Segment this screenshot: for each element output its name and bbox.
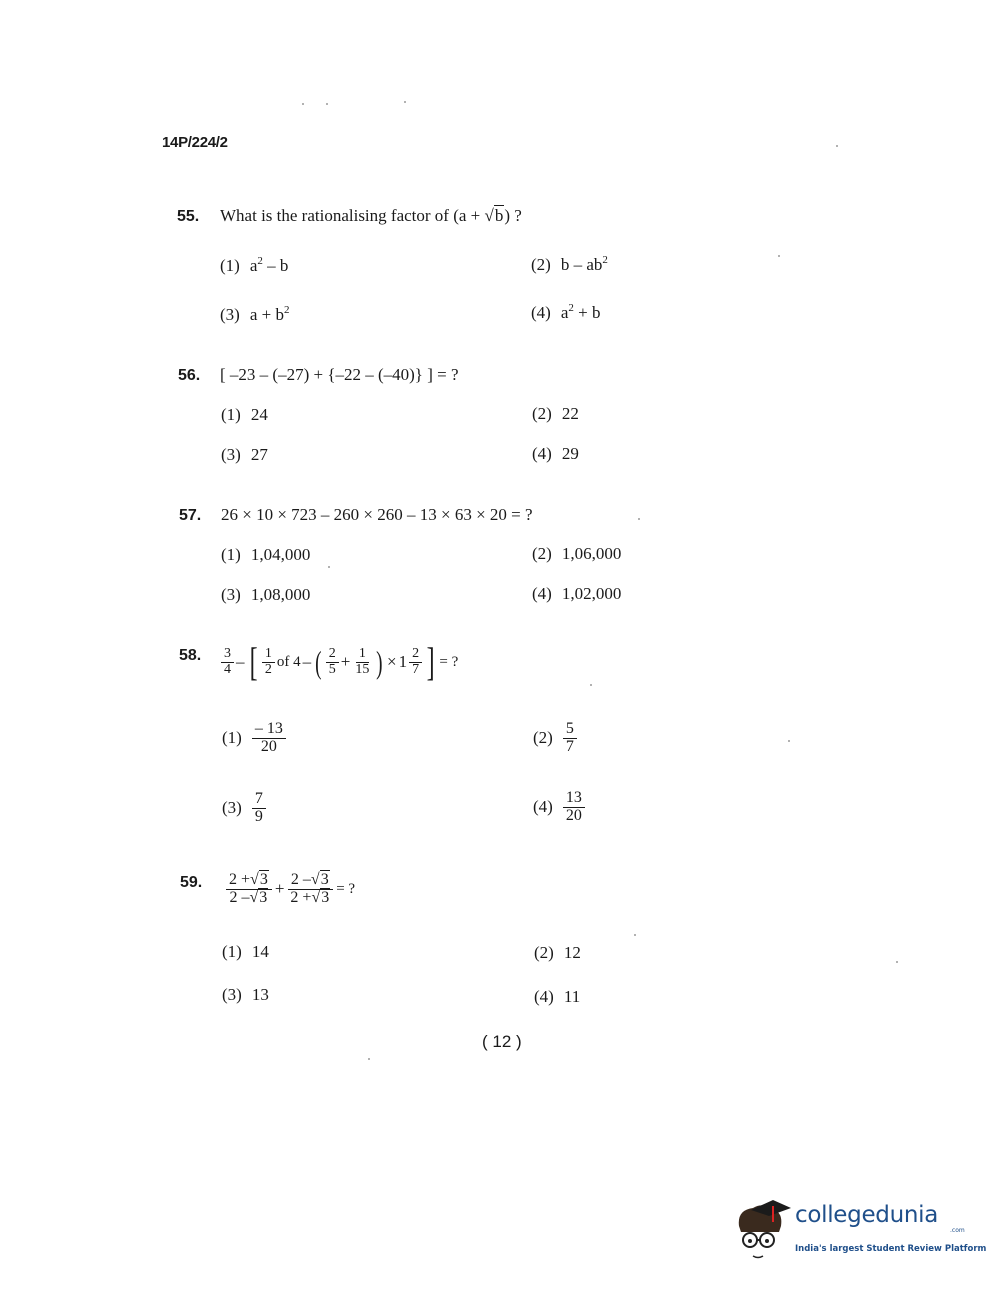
scan-speck (368, 1058, 370, 1060)
fraction: $\frac{7}{9}$ (252, 791, 266, 826)
question-56-option-1[interactable]: (1) 24 (221, 405, 268, 424)
fraction: $\frac{3}{4}$ (221, 647, 234, 677)
question-58-option-2[interactable]: (2) $\frac{5}{7}$ (533, 721, 577, 756)
question-57-number: 57. (179, 507, 202, 524)
fraction: $\frac{2 -√3}{2 +√3}$ (287, 872, 333, 907)
scan-speck (778, 255, 780, 257)
question-55-option-1[interactable]: (1) $a^2$ – b (220, 255, 289, 275)
question-58-number: 58. (179, 647, 202, 664)
scan-speck (326, 103, 328, 105)
fraction: $\frac{1}{2}$ (262, 647, 275, 677)
fraction: $\frac{- 13}{20}$ (252, 721, 286, 756)
question-58-stem: $\frac{3}{4}$ – [ $\frac{1}{2}$ of 4 – ( $\frac{2}{5}$ + $\frac{1}{15}$ ) × 1 $\frac{2}{7}$ ] = ? (221, 642, 458, 682)
logo-domain: .com (950, 1227, 965, 1234)
question-58-option-3[interactable]: (3) $\frac{7}{9}$ (222, 791, 266, 826)
page-number: ( 12 ) (482, 1032, 522, 1051)
question-57-option-1[interactable]: (1) 1,04,000 (221, 545, 311, 564)
question-59-option-2[interactable]: (2) 12 (534, 943, 581, 962)
student-mascot-icon (733, 1196, 795, 1266)
question-57-option-3[interactable]: (3) 1,08,000 (221, 585, 311, 604)
question-55-option-2[interactable]: (2) b – $ab^2$ (531, 254, 608, 274)
question-55-option-3[interactable]: (3) $a + b^2$ (220, 304, 290, 324)
question-59-option-1[interactable]: (1) 14 (222, 942, 269, 961)
question-59-stem: $\frac{2 +√3}{2 -√3}$ + $\frac{2 -√3}{2 +√3}$ = ? (226, 872, 355, 907)
question-59-number: 59. (180, 874, 203, 891)
scan-speck (836, 145, 838, 147)
logo-wordmark: collegedunia (795, 1202, 939, 1228)
fraction: $\frac{1}{15}$ (355, 645, 370, 677)
question-56-stem: [ –23 – (–27) + {–22 – (–40)} ] = ? (220, 365, 459, 384)
question-57-option-2[interactable]: (2) 1,06,000 (532, 544, 622, 563)
question-59-option-4[interactable]: (4) 11 (534, 987, 581, 1006)
question-57-option-4[interactable]: (4) 1,02,000 (532, 584, 622, 603)
question-56-option-4[interactable]: (4) 29 (532, 444, 579, 463)
fraction: $\frac{2}{7}$ (409, 647, 422, 677)
scan-speck (302, 103, 304, 105)
question-57-stem: 26 × 10 × 723 – 260 × 260 – 13 × 63 × 20 = ? (221, 505, 533, 524)
question-55-number: 55. (177, 208, 200, 225)
scan-speck (404, 101, 406, 103)
scan-speck (328, 566, 330, 568)
scan-speck (896, 961, 898, 963)
fraction: $\frac{13}{20}$ (563, 790, 585, 825)
question-56-option-2[interactable]: (2) 22 (532, 404, 579, 423)
question-59-option-3[interactable]: (3) 13 (222, 985, 269, 1004)
question-56-option-3[interactable]: (3) 27 (221, 445, 268, 464)
scan-speck (788, 740, 790, 742)
scan-speck (638, 518, 640, 520)
question-58-option-1[interactable]: (1) $\frac{- 13}{20}$ (222, 721, 286, 756)
fraction: $\frac{2}{5}$ (326, 647, 339, 677)
logo-tagline: India's largest Student Review Platform (795, 1244, 987, 1254)
fraction: $\frac{5}{7}$ (563, 721, 577, 756)
paper-code: 14P/224/2 (162, 134, 228, 151)
question-58-option-4[interactable]: (4) $\frac{13}{20}$ (533, 790, 585, 825)
scan-speck (590, 684, 592, 686)
question-55-option-4[interactable]: (4) $a^2 + b$ (531, 302, 601, 322)
question-55-stem: What is the rationalising factor of (a + √b) ? (220, 206, 522, 225)
fraction: $\frac{2 +√3}{2 -√3}$ (226, 872, 272, 907)
scan-speck (634, 934, 636, 936)
question-56-number: 56. (178, 367, 201, 384)
